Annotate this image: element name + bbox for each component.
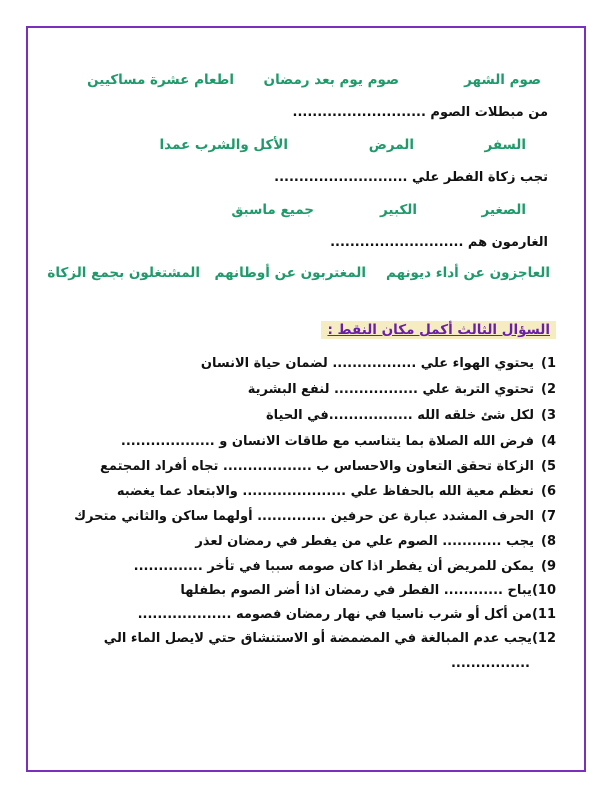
item-number: 8) bbox=[541, 534, 556, 549]
item-number: 5) bbox=[541, 459, 556, 474]
item-number: 12) bbox=[531, 631, 556, 646]
item-text: يجب عدم المبالغة في المضمضة أو الاستنشاق حتي لايصل الماء الي bbox=[103, 631, 532, 646]
list-item bbox=[180, 583, 556, 598]
list-item bbox=[134, 559, 556, 574]
item-number: 9) bbox=[541, 559, 556, 574]
choice-1c: اطعام عشرة مساكيين bbox=[87, 72, 234, 88]
list-item bbox=[266, 408, 556, 423]
item-text: يجب ............ الصوم علي من يفطر في رمضان لعذر bbox=[195, 534, 534, 549]
choice-1a: صوم الشهر bbox=[464, 72, 541, 88]
list-item bbox=[121, 434, 556, 449]
item-number: 2) bbox=[541, 382, 556, 397]
item-text: تحتوي التربة علي ................. لنفع البشرية bbox=[247, 382, 534, 397]
choice-4b: المغتربون عن أوطانهم bbox=[214, 265, 366, 281]
question-gharimoun: الغارمون هم ........................... bbox=[330, 235, 548, 250]
list-item bbox=[117, 484, 556, 499]
choice-1b: صوم يوم بعد رمضان bbox=[263, 72, 399, 88]
item-number: 1) bbox=[541, 356, 556, 371]
section-title: السؤال الثالث أكمل مكان النقط : bbox=[321, 321, 556, 339]
item-text: يباح ............ الفطر في رمضان اذا أضر الصوم بطفلها bbox=[180, 583, 532, 598]
item-text: فرض الله الصلاة بما يتناسب مع طاقات الانسان و ................... bbox=[120, 434, 534, 449]
choice-3b: الكبير bbox=[380, 202, 417, 218]
choice-2b: المرض bbox=[368, 137, 414, 153]
item-number: 11) bbox=[531, 607, 556, 622]
list-item bbox=[138, 607, 556, 622]
item-text: الحرف المشدد عبارة عن حرفين .............. أولهما ساكن والثاني متحرك bbox=[74, 509, 534, 524]
item-number: 10) bbox=[531, 583, 556, 598]
item-text: من أكل أو شرب ناسيا في نهار رمضان فصومه ................... bbox=[137, 607, 532, 622]
item-12-continuation: ................ bbox=[450, 656, 530, 671]
list-item bbox=[195, 534, 556, 549]
item-text: يمكن للمريض أن يفطر اذا كان صومه سببا في تأخر .............. bbox=[133, 559, 534, 574]
choice-2c: الأكل والشرب عمدا bbox=[159, 137, 288, 153]
item-number: 3) bbox=[541, 408, 556, 423]
item-number: 6) bbox=[541, 484, 556, 499]
list-item bbox=[248, 382, 556, 397]
list-item bbox=[100, 459, 556, 474]
choice-3a: الصغير bbox=[481, 202, 526, 218]
question-zakat: تجب زكاة الفطر علي ........................... bbox=[274, 170, 548, 185]
choice-4a: العاجزون عن أداء ديونهم bbox=[385, 265, 550, 281]
choice-3c: جميع ماسبق bbox=[231, 202, 314, 218]
choice-2a: السفر bbox=[484, 137, 526, 153]
choice-4c: المشتغلون بجمع الزكاة bbox=[47, 265, 200, 281]
list-item bbox=[201, 356, 556, 371]
item-number: 7) bbox=[541, 509, 556, 524]
question-mubtilat: من مبطلات الصوم ........................... bbox=[292, 105, 548, 120]
item-text: لكل شئ خلقه الله .................في الحياة bbox=[265, 408, 534, 423]
item-text: الزكاة تحقق التعاون والاحساس ب .................. تجاه أفراد المجتمع bbox=[99, 459, 534, 474]
list-item bbox=[74, 509, 556, 524]
item-number: 4) bbox=[541, 434, 556, 449]
list-item bbox=[104, 631, 556, 646]
item-text: يحتوي الهواء علي ................. لضمان حياة الانسان bbox=[200, 356, 534, 371]
item-text: نعظم معية الله بالحفاظ علي ..................... والابتعاد عما يغضبه bbox=[116, 484, 534, 499]
